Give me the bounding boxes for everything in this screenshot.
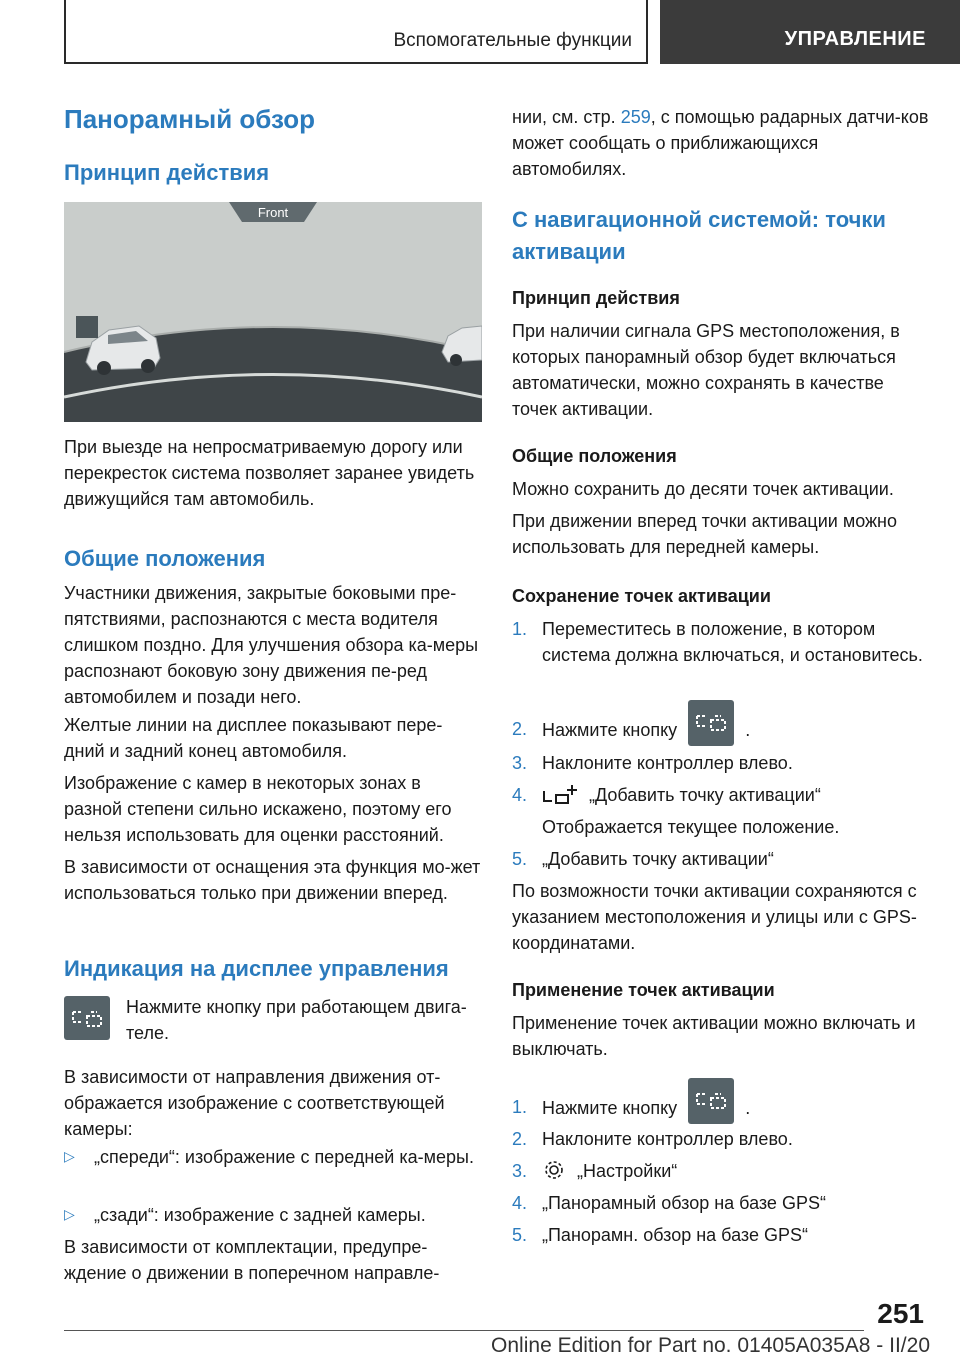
nav-general-paragraph-1: Можно сохранить до десяти точек активации.: [512, 479, 894, 499]
step-number: 3.: [512, 753, 528, 773]
bullet-item: [64, 1202, 482, 1228]
general-paragraph-1: Участники движения, закрытые боковыми пре-пятствиями, распознаются с места водителя слишком поздно. Для улучшения обзора ка-меры распознают боковую зону движения пе-ред автомобилем и позади него.: [64, 583, 479, 707]
step-text: Переместитесь в положение, в котором система должна включаться, и остановитесь.: [542, 619, 923, 665]
step-number: 1.: [512, 1097, 528, 1117]
step-number: 5.: [512, 849, 528, 869]
step-text: [542, 1094, 932, 1124]
header-chapter-box: [660, 0, 960, 64]
nav-heading: С навигационной системой: точки активации: [512, 207, 886, 264]
bullet-item: [64, 1144, 482, 1170]
save-step4-subtext: Отображается текущее положение.: [542, 817, 840, 837]
nav-principle-text: При наличии сигнала GPS местоположения, в которых панорамный обзор будет включаться автоматически, можно сохранять в качестве точек активации.: [512, 321, 900, 419]
save-note: По возможности точки активации сохраняются с указанием местоположения и улицы или с GPS-координатами.: [512, 881, 917, 953]
camera-icon-left: [76, 316, 98, 338]
header-chapter-title: УПРАВЛЕНИЕ: [784, 28, 926, 50]
footer-edition: Online Edition for Part no. 01405A035A8 - II/20: [491, 1334, 930, 1357]
step-text-label: „Добавить точку активации“: [589, 785, 821, 805]
bullet-triangle-icon: ▷: [64, 1206, 75, 1222]
bullet-text: „сзади“: изображение с задней камеры.: [94, 1205, 426, 1225]
header-section-title: Вспомогательные функции: [393, 30, 632, 51]
display-paragraph-2: В зависимости от комплектации, предупре-ждение о движении в поперечном направле-: [64, 1237, 440, 1283]
step-number: 4.: [512, 785, 528, 805]
step-text: „Панорамный обзор на базе GPS“: [542, 1193, 826, 1213]
panorama-illustration: [64, 202, 482, 422]
panorama-button-icon: [64, 996, 110, 1040]
step-text: [542, 782, 932, 808]
panorama-button-icon[interactable]: [688, 1078, 734, 1124]
display-heading: Индикация на дисплее управления: [64, 956, 449, 981]
display-paragraph-1: В зависимости от направления движения от-ображается изображение с соответствующей камеры:: [64, 1067, 445, 1139]
bullet-text: „спереди“: изображение с передней ка-меры.: [94, 1147, 474, 1167]
use-heading: Применение точек активации: [512, 980, 775, 1000]
step-text: [542, 716, 932, 746]
header-section-box: [64, 0, 648, 64]
step-text: „Панорамн. обзор на базе GPS“: [542, 1225, 808, 1245]
page-link[interactable]: 259: [620, 107, 651, 127]
general-paragraph-3: Изображение с камер в некоторых зонах в разной степени сильно искажено, поэтому его нельзя использовать для оценки расстояний.: [64, 773, 452, 845]
nav-general-paragraph-2: При движении вперед точки активации можно использовать для передней камеры.: [512, 511, 897, 557]
general-paragraph-4: В зависимости от оснащения эта функция мо-жет использоваться только при движении вперед.: [64, 857, 481, 903]
gear-icon: [542, 1159, 566, 1181]
principle-heading: Принцип действия: [64, 160, 270, 185]
step-number: 3.: [512, 1161, 528, 1181]
step-number: 4.: [512, 1193, 528, 1213]
step-number: 2.: [512, 1129, 528, 1149]
footer-divider: [64, 1330, 864, 1331]
step-text: Наклоните контроллер влево.: [542, 1129, 793, 1149]
step-text: Наклоните контроллер влево.: [542, 753, 793, 773]
panorama-scene: [64, 202, 482, 422]
page-title: Панорамный обзор: [64, 104, 316, 134]
step-text-a: Нажмите кнопку: [542, 1097, 678, 1118]
general-heading: Общие положения: [64, 546, 266, 571]
bullet-triangle-icon: ▷: [64, 1148, 75, 1164]
display-button-text: Нажмите кнопку при работающем двига-теле.: [126, 997, 467, 1043]
step-text-a: Нажмите кнопку: [542, 719, 678, 740]
principle-text: При выезде на непросматриваемую дорогу или перекресток система позволяет заранее увидеть движущийся там автомобиль.: [64, 437, 475, 509]
save-heading: Сохранение точек активации: [512, 586, 771, 606]
continued-text-b: , с помощью радарных датчи-ков может сообщать о приближающихся автомобилях.: [512, 107, 929, 179]
nav-principle-heading: Принцип действия: [512, 288, 680, 308]
step-text-label: „Настройки“: [577, 1161, 678, 1181]
continued-text-a: нии, см. стр.: [512, 107, 621, 127]
add-activation-point-icon: [542, 783, 578, 805]
step-number: 1.: [512, 619, 528, 639]
page-number: 251: [877, 1298, 924, 1329]
step-number: 5.: [512, 1225, 528, 1245]
step-number: 2.: [512, 719, 528, 739]
continued-text: [512, 104, 932, 182]
nav-general-heading: Общие положения: [512, 446, 677, 466]
step-text: [542, 1158, 932, 1184]
display-panorama-button[interactable]: [64, 996, 110, 1040]
step-text: „Добавить точку активации“: [542, 849, 774, 869]
panorama-button-icon[interactable]: [688, 700, 734, 746]
step-text-b: .: [745, 1097, 751, 1118]
front-label: Front: [257, 205, 289, 220]
use-text: Применение точек активации можно включать и выключать.: [512, 1013, 916, 1059]
general-paragraph-2: Желтые линии на дисплее показывают пере-дний и задний конец автомобиля.: [64, 715, 443, 761]
step-text-b: .: [745, 719, 751, 740]
